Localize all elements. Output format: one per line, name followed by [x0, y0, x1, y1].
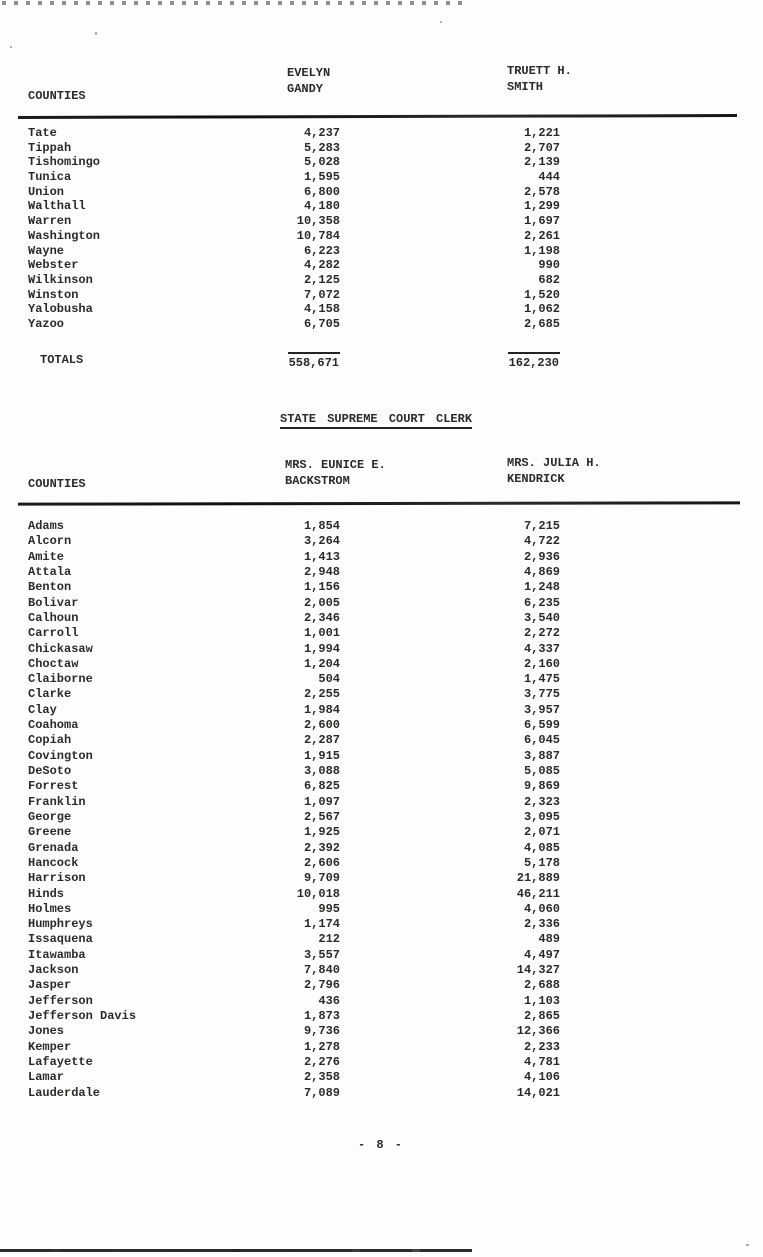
table-row: [0, 155, 763, 170]
smith-votes: 2,261: [523, 228, 560, 243]
smith-votes: 2,707: [523, 140, 560, 155]
smith-votes: 2,139: [523, 155, 560, 170]
table-row: [0, 229, 763, 244]
table1-totals-row: [0, 352, 763, 371]
county-name: Choctaw: [28, 656, 79, 671]
table2-counties-header: COUNTIES: [28, 477, 86, 491]
table-row: [0, 871, 763, 886]
kendrick-votes: 14,327: [516, 963, 560, 978]
county-name: Wayne: [28, 243, 65, 258]
backstrom-votes: 1,174: [303, 917, 340, 932]
table-row: [0, 749, 763, 764]
candidate2-line2: KENDRICK: [507, 471, 565, 486]
gandy-votes: 1,595: [303, 170, 340, 185]
backstrom-votes: 1,413: [303, 549, 340, 564]
kendrick-votes: 3,775: [523, 687, 560, 702]
scan-speck: [10, 46, 12, 48]
table-row: [0, 580, 763, 595]
county-name: Yazoo: [28, 316, 65, 331]
table-row: [0, 718, 763, 733]
kendrick-votes: 21,889: [516, 871, 560, 886]
county-name: Attala: [28, 564, 72, 579]
county-name: Issaquena: [28, 932, 93, 947]
table-row: [0, 672, 763, 687]
backstrom-votes: 1,001: [303, 626, 340, 641]
table-row: [0, 779, 763, 794]
table-row: [0, 214, 763, 229]
kendrick-votes: 3,887: [523, 748, 560, 763]
county-name: Greene: [28, 825, 72, 840]
kendrick-votes: 5,085: [523, 764, 560, 778]
county-name: Forrest: [28, 779, 79, 794]
kendrick-votes: 6,235: [523, 595, 560, 610]
table-row: [0, 948, 763, 963]
gandy-votes: 4,180: [303, 199, 340, 214]
gandy-votes: 4,158: [303, 302, 340, 317]
backstrom-votes: 3,264: [303, 534, 340, 549]
kendrick-votes: 5,178: [523, 855, 560, 870]
table2-candidate1-name: [285, 458, 386, 489]
kendrick-votes: 2,160: [523, 656, 560, 671]
table-row: [0, 199, 763, 214]
table-row: [0, 733, 763, 748]
county-name: Lauderdale: [28, 1085, 101, 1100]
county-name: Coahoma: [28, 718, 79, 733]
table-row: [0, 1040, 763, 1055]
county-name: Grenada: [28, 840, 79, 855]
candidate1-line1: EVELYN: [287, 66, 331, 80]
county-name: Clarke: [28, 687, 72, 702]
backstrom-votes: 10,018: [296, 886, 340, 901]
smith-total: [340, 352, 560, 371]
backstrom-votes: 436: [318, 993, 340, 1008]
table-row: [0, 841, 763, 856]
table-row: [0, 534, 763, 549]
county-name: Jackson: [28, 963, 79, 978]
kendrick-votes: 2,071: [523, 825, 560, 840]
smith-votes: 1,299: [523, 199, 560, 214]
county-name: Union: [28, 184, 65, 199]
kendrick-votes: 14,021: [516, 1085, 560, 1100]
county-name: Adams: [28, 519, 65, 533]
table-row: [0, 963, 763, 978]
table-row: [0, 1055, 763, 1070]
backstrom-votes: 2,358: [303, 1070, 340, 1085]
county-name: DeSoto: [28, 764, 72, 778]
backstrom-votes: 1,984: [303, 702, 340, 717]
backstrom-votes: 2,796: [303, 978, 340, 993]
backstrom-votes: 2,392: [303, 840, 340, 855]
kendrick-votes: 4,781: [523, 1054, 560, 1069]
table-row: [0, 258, 763, 273]
gandy-votes: 10,784: [296, 228, 340, 243]
table-row: [0, 917, 763, 932]
kendrick-votes: 1,248: [523, 580, 560, 595]
backstrom-votes: 1,915: [303, 748, 340, 763]
table-row: [0, 1024, 763, 1039]
kendrick-votes: 2,688: [523, 978, 560, 993]
table-row: [0, 703, 763, 718]
county-name: Alcorn: [28, 534, 72, 549]
table-row: [0, 126, 763, 141]
smith-votes: 1,198: [523, 243, 560, 258]
gandy-votes: 4,282: [303, 258, 340, 273]
kendrick-votes: 12,366: [516, 1024, 560, 1039]
table1-header-rule: [18, 114, 737, 118]
gandy-votes: 7,072: [303, 287, 340, 302]
table-row: [0, 626, 763, 641]
county-name: Jasper: [28, 978, 72, 993]
kendrick-votes: 2,865: [523, 1009, 560, 1023]
table-row: [0, 795, 763, 810]
table-row: [0, 519, 763, 534]
kendrick-votes: 4,106: [523, 1070, 560, 1085]
table-row: [0, 1009, 763, 1024]
county-name: Calhoun: [28, 610, 79, 625]
kendrick-votes: 4,869: [523, 564, 560, 579]
backstrom-votes: 2,567: [303, 809, 340, 824]
table-row: [0, 810, 763, 825]
backstrom-votes: 3,088: [303, 764, 340, 778]
table-row: [0, 994, 763, 1009]
section-heading: STATE SUPREME COURT CLERK: [280, 412, 472, 429]
backstrom-votes: 1,278: [303, 1039, 340, 1054]
backstrom-votes: 2,276: [303, 1054, 340, 1069]
table-row: [0, 288, 763, 303]
scan-speck: [95, 32, 97, 35]
backstrom-votes: 2,346: [303, 610, 340, 625]
candidate1-line2: GANDY: [287, 81, 324, 96]
county-name: Hancock: [28, 855, 79, 870]
kendrick-votes: 6,045: [523, 733, 560, 748]
backstrom-votes: 1,873: [303, 1009, 340, 1023]
backstrom-votes: 1,925: [303, 825, 340, 840]
scan-speck: [440, 21, 442, 23]
county-name: Claiborne: [28, 672, 93, 687]
smith-total-value: 162,230: [508, 352, 560, 371]
table-row: [0, 596, 763, 611]
backstrom-votes: 3,557: [303, 947, 340, 962]
kendrick-votes: 3,095: [523, 809, 560, 824]
table-row: [0, 642, 763, 657]
smith-votes: 682: [538, 272, 560, 287]
candidate2-line1: MRS. JULIA H.: [507, 456, 601, 470]
backstrom-votes: 2,255: [303, 687, 340, 702]
smith-votes: 2,578: [523, 184, 560, 199]
backstrom-votes: 2,606: [303, 855, 340, 870]
table-row: [0, 550, 763, 565]
county-name: Lafayette: [28, 1054, 93, 1069]
county-name: Tippah: [28, 140, 72, 155]
table1-candidate1-name: [287, 66, 330, 97]
backstrom-votes: 504: [318, 672, 340, 687]
gandy-votes: 4,237: [303, 126, 340, 140]
table2-candidate2-name: [507, 456, 601, 487]
county-name: Tunica: [28, 170, 72, 185]
table-row: [0, 611, 763, 626]
backstrom-votes: 1,994: [303, 641, 340, 656]
smith-votes: 990: [538, 258, 560, 273]
table-row: [0, 273, 763, 288]
county-name: Chickasaw: [28, 641, 93, 656]
county-name: Webster: [28, 258, 79, 273]
kendrick-votes: 3,540: [523, 610, 560, 625]
county-name: Yalobusha: [28, 302, 93, 317]
kendrick-votes: 2,323: [523, 794, 560, 809]
table-row: [0, 185, 763, 200]
page-number: - 8 -: [357, 1138, 404, 1152]
county-name: Washington: [28, 228, 101, 243]
kendrick-votes: 4,085: [523, 840, 560, 855]
kendrick-votes: 4,060: [523, 901, 560, 916]
kendrick-votes: 1,475: [523, 672, 560, 687]
kendrick-votes: 2,233: [523, 1039, 560, 1054]
totals-label: TOTALS: [40, 353, 84, 367]
county-name: Hinds: [28, 886, 65, 901]
backstrom-votes: 995: [318, 901, 340, 916]
gandy-total-value: 558,671: [288, 352, 340, 371]
county-name: Itawamba: [28, 947, 86, 962]
table1-candidate2-name: [507, 64, 572, 95]
table-row: [0, 1070, 763, 1085]
kendrick-votes: 489: [538, 932, 560, 947]
gandy-votes: 6,223: [303, 243, 340, 258]
table-row: [0, 317, 763, 332]
county-name: Tishomingo: [28, 155, 101, 170]
candidate1-line1: MRS. EUNICE E.: [285, 458, 386, 472]
backstrom-votes: 2,005: [303, 595, 340, 610]
candidate2-line2: SMITH: [507, 79, 544, 94]
scan-speck: [746, 1244, 749, 1246]
smith-votes: 1,697: [523, 214, 560, 229]
candidate1-line2: BACKSTROM: [285, 473, 350, 488]
county-name: Jones: [28, 1024, 65, 1039]
table-row: [0, 902, 763, 917]
table-row: [0, 244, 763, 259]
table-row: [0, 170, 763, 185]
backstrom-votes: 1,156: [303, 580, 340, 595]
backstrom-votes: 1,097: [303, 794, 340, 809]
smith-votes: 2,685: [523, 316, 560, 331]
backstrom-votes: 2,287: [303, 733, 340, 748]
county-name: Walthall: [28, 199, 86, 214]
county-name: Benton: [28, 580, 72, 595]
table1-counties-header: COUNTIES: [28, 89, 86, 103]
table2-rows: [0, 519, 763, 1101]
backstrom-votes: 9,709: [303, 871, 340, 886]
gandy-total: [280, 352, 340, 371]
table-row: [0, 687, 763, 702]
candidate2-line1: TRUETT H.: [507, 64, 572, 78]
kendrick-votes: 3,957: [523, 702, 560, 717]
county-name: Lamar: [28, 1070, 65, 1085]
smith-votes: 444: [538, 170, 560, 185]
kendrick-votes: 2,336: [523, 917, 560, 932]
kendrick-votes: 4,497: [523, 947, 560, 962]
backstrom-votes: 6,825: [303, 779, 340, 794]
table-row: [0, 565, 763, 580]
kendrick-votes: 7,215: [523, 519, 560, 533]
table-row: [0, 141, 763, 156]
gandy-votes: 5,283: [303, 140, 340, 155]
kendrick-votes: 4,337: [523, 641, 560, 656]
kendrick-votes: 2,272: [523, 626, 560, 641]
smith-votes: 1,520: [523, 287, 560, 302]
gandy-votes: 6,800: [303, 184, 340, 199]
kendrick-votes: 1,103: [523, 993, 560, 1008]
table1-rows: [0, 126, 763, 332]
backstrom-votes: 2,600: [303, 718, 340, 733]
county-name: Winston: [28, 287, 79, 302]
table-row: [0, 978, 763, 993]
top-dotted-border: [2, 1, 468, 5]
county-name: Wilkinson: [28, 272, 93, 287]
county-name: Covington: [28, 748, 93, 763]
backstrom-votes: 9,736: [303, 1024, 340, 1039]
table-row: [0, 302, 763, 317]
county-name: Carroll: [28, 626, 79, 641]
table-row: [0, 856, 763, 871]
table-row: [0, 825, 763, 840]
county-name: Copiah: [28, 733, 72, 748]
backstrom-votes: 212: [318, 932, 340, 947]
gandy-votes: 6,705: [303, 316, 340, 331]
kendrick-votes: 2,936: [523, 549, 560, 564]
backstrom-votes: 7,840: [303, 963, 340, 978]
table-row: [0, 1086, 763, 1101]
county-name: Jefferson Davis: [28, 1009, 137, 1023]
county-name: Amite: [28, 549, 65, 564]
backstrom-votes: 2,948: [303, 564, 340, 579]
kendrick-votes: 9,869: [523, 779, 560, 794]
backstrom-votes: 1,854: [303, 519, 340, 533]
county-name: Warren: [28, 214, 72, 229]
county-name: Kemper: [28, 1039, 72, 1054]
county-name: Bolivar: [28, 595, 79, 610]
county-name: George: [28, 809, 72, 824]
table-row: [0, 932, 763, 947]
county-name: Humphreys: [28, 917, 93, 932]
county-name: Clay: [28, 702, 57, 717]
table-row: [0, 657, 763, 672]
backstrom-votes: 1,204: [303, 656, 340, 671]
gandy-votes: 5,028: [303, 155, 340, 170]
county-name: Harrison: [28, 871, 86, 886]
backstrom-votes: 7,089: [303, 1085, 340, 1100]
bottom-border-line: [0, 1249, 472, 1252]
county-name: Tate: [28, 126, 57, 140]
gandy-votes: 2,125: [303, 272, 340, 287]
kendrick-votes: 6,599: [523, 718, 560, 733]
table2-header-rule: [18, 501, 740, 505]
gandy-votes: 10,358: [296, 214, 340, 229]
kendrick-votes: 4,722: [523, 534, 560, 549]
smith-votes: 1,062: [523, 302, 560, 317]
table-row: [0, 887, 763, 902]
smith-votes: 1,221: [523, 126, 560, 140]
table-row: [0, 764, 763, 779]
county-name: Holmes: [28, 901, 72, 916]
kendrick-votes: 46,211: [516, 886, 560, 901]
county-name: Jefferson: [28, 993, 93, 1008]
county-name: Franklin: [28, 794, 86, 809]
